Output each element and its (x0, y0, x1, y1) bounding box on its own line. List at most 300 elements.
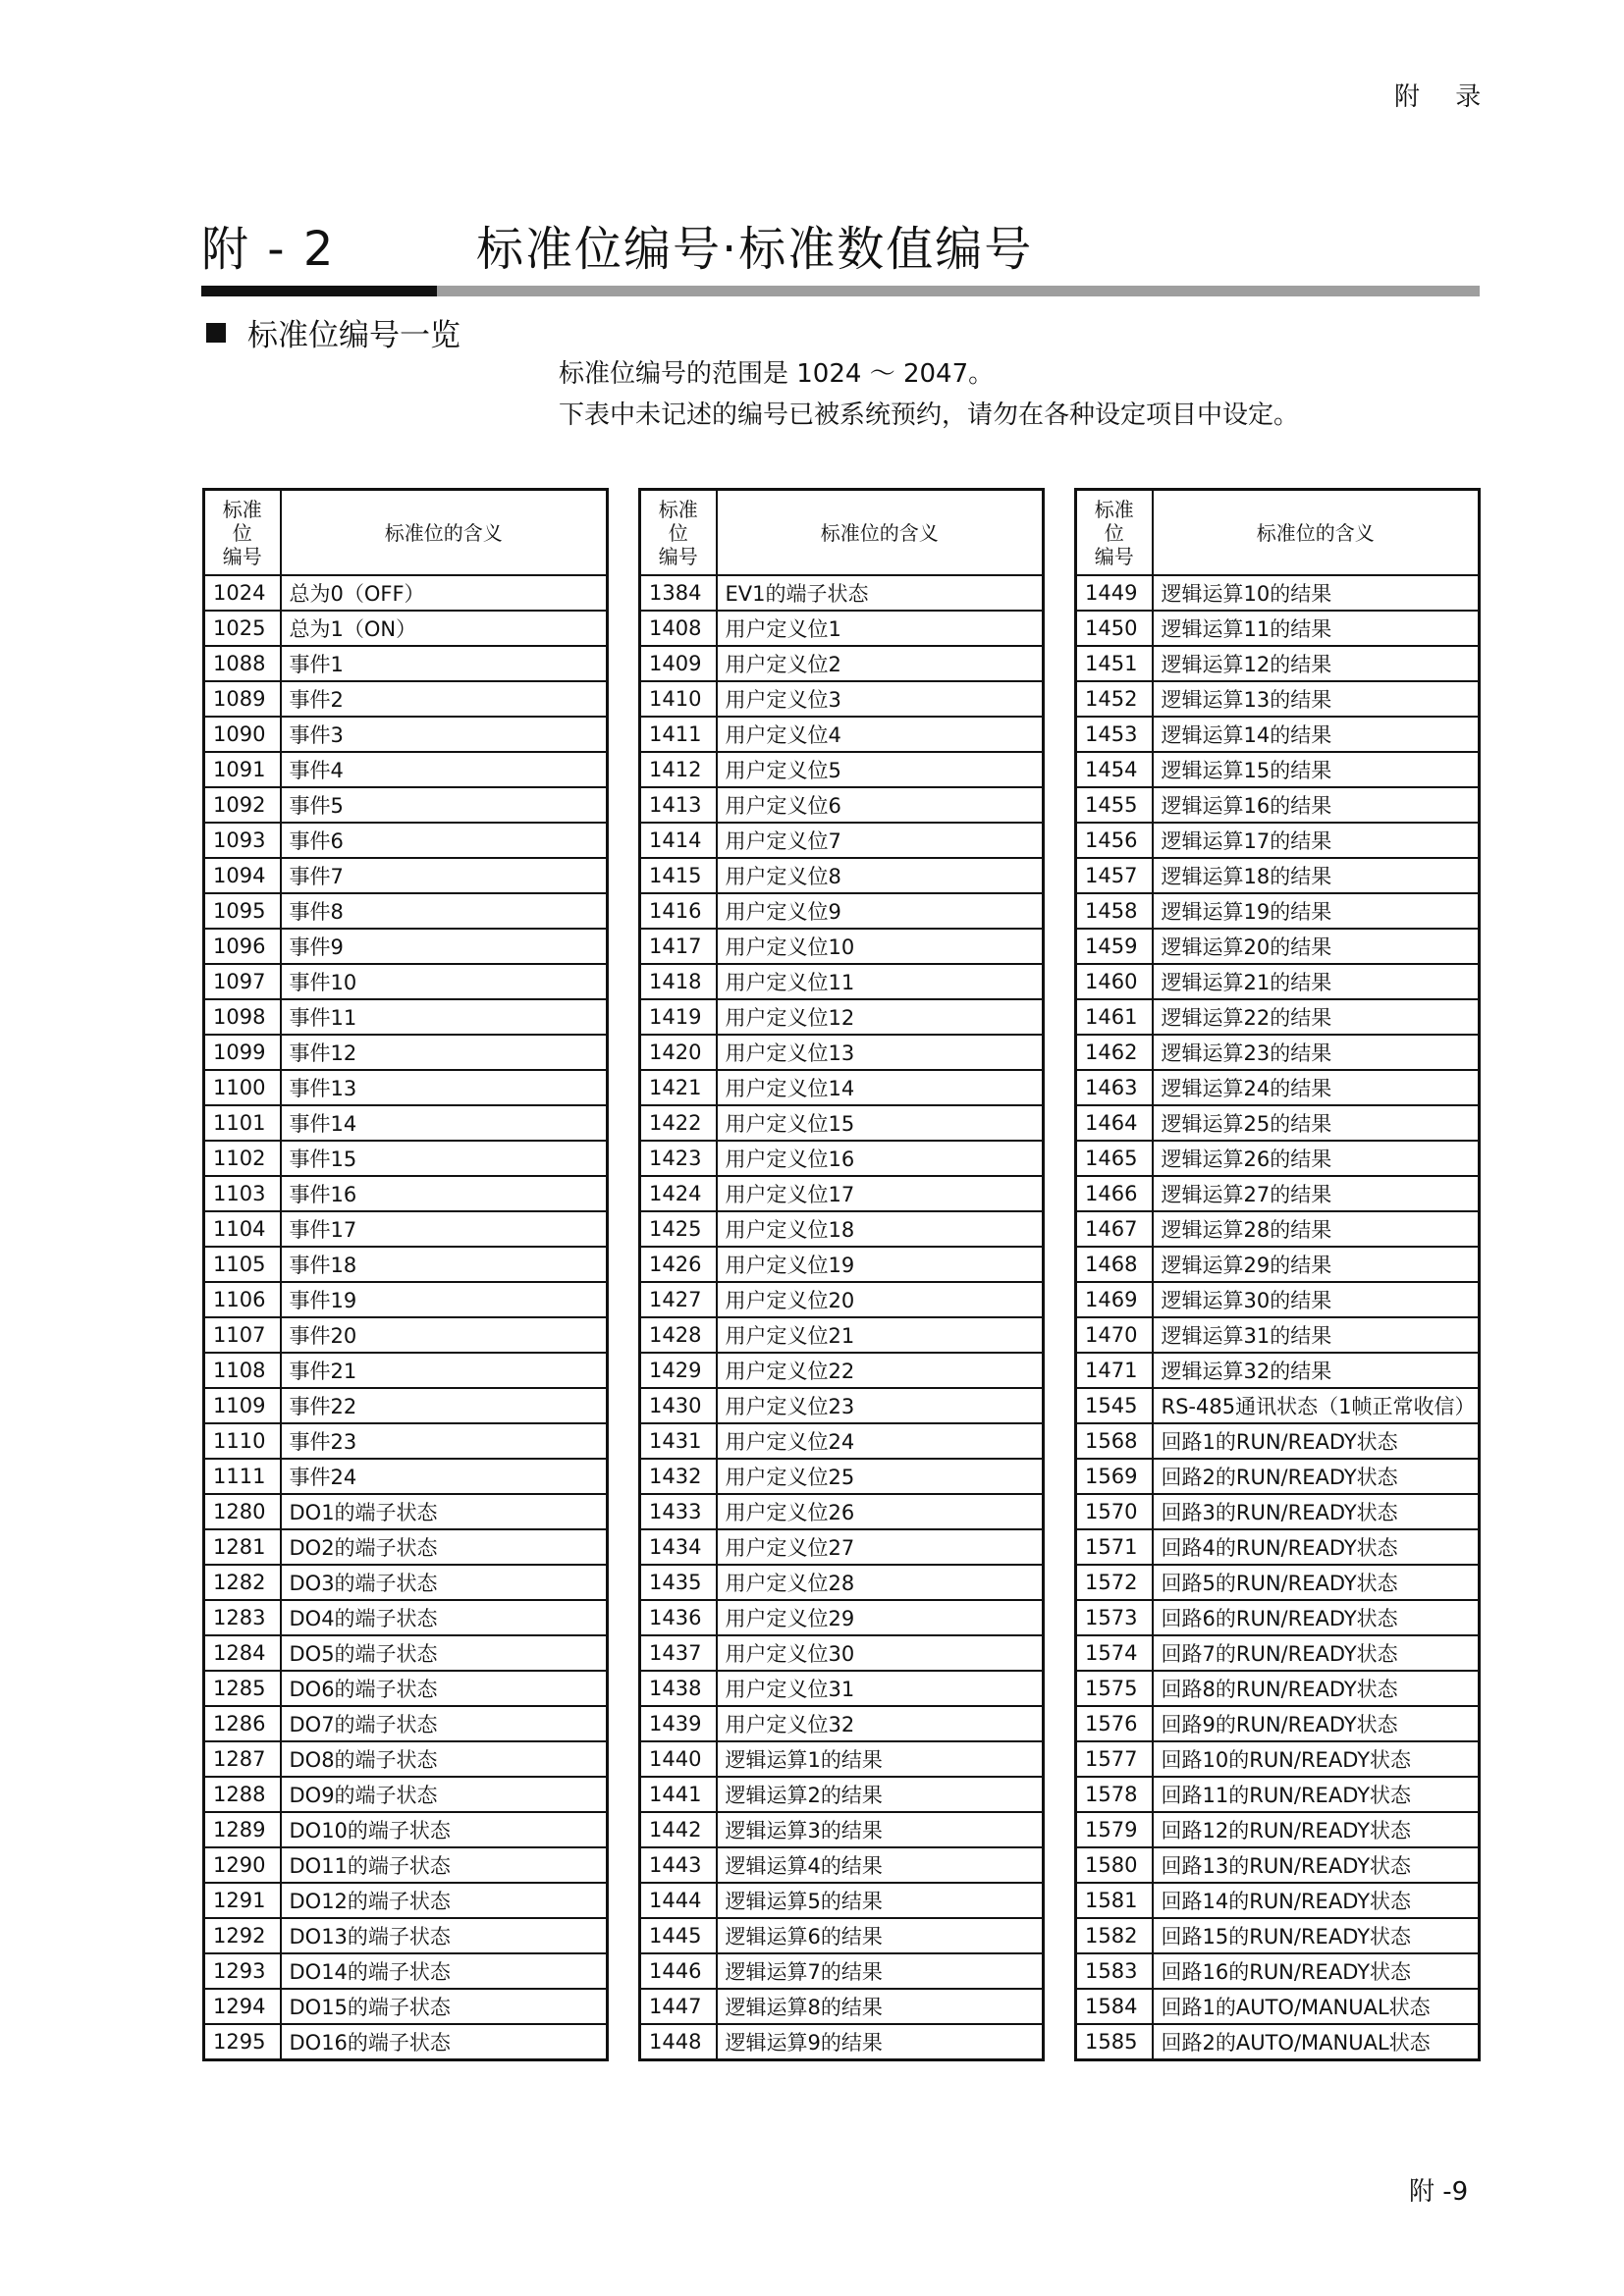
bit-meaning-cell: 逻辑运算31的结果 (1153, 1317, 1480, 1353)
bit-number-cell: 1442 (640, 1812, 717, 1847)
table-row (204, 1671, 608, 1706)
bit-number-cell: 1283 (204, 1600, 281, 1635)
bit-meaning-cell: DO11的端子状态 (281, 1847, 608, 1883)
table-row (1076, 1105, 1480, 1141)
bit-meaning-cell: 回路12的RUN/READY状态 (1153, 1812, 1480, 1847)
table-row (640, 1459, 1044, 1494)
bit-meaning-cell: 回路13的RUN/READY状态 (1153, 1847, 1480, 1883)
table-row (640, 929, 1044, 964)
table-row (1076, 1565, 1480, 1600)
table-row (1076, 1883, 1480, 1918)
bit-meaning-cell: 用户定义位20 (717, 1282, 1044, 1317)
bit-meaning-cell: 事件24 (281, 1459, 608, 1494)
bit-meaning-cell: 用户定义位16 (717, 1141, 1044, 1176)
bit-number-cell: 1459 (1076, 929, 1153, 964)
page-title: 标准位编号·标准数值编号 (476, 222, 1034, 277)
table-row (1076, 717, 1480, 752)
bit-number-cell: 1111 (204, 1459, 281, 1494)
bit-meaning-cell: 用户定义位27 (717, 1529, 1044, 1565)
bit-meaning-cell: 事件8 (281, 893, 608, 929)
table-row (640, 964, 1044, 999)
bit-number-cell: 1432 (640, 1459, 717, 1494)
bit-number-cell: 1438 (640, 1671, 717, 1706)
table-row (1076, 1388, 1480, 1423)
bit-number-cell: 1430 (640, 1388, 717, 1423)
table-row (204, 1423, 608, 1459)
bit-meaning-cell: 回路6的RUN/READY状态 (1153, 1600, 1480, 1635)
table-row (204, 787, 608, 823)
bit-number-cell: 1094 (204, 858, 281, 893)
bit-number-cell: 1293 (204, 1953, 281, 1989)
bit-number-cell: 1093 (204, 823, 281, 858)
bit-meaning-cell: 回路8的RUN/READY状态 (1153, 1671, 1480, 1706)
bit-number-cell: 1447 (640, 1989, 717, 2024)
bit-number-cell: 1409 (640, 646, 717, 681)
bit-number-cell: 1470 (1076, 1317, 1153, 1353)
table-row (204, 893, 608, 929)
table-row (640, 1176, 1044, 1211)
bit-number-cell: 1422 (640, 1105, 717, 1141)
bit-meaning-cell: 逻辑运算10的结果 (1153, 575, 1480, 611)
bit-table-3 (1074, 488, 1481, 2061)
table-row (204, 1953, 608, 1989)
bit-meaning-cell: 回路1的RUN/READY状态 (1153, 1423, 1480, 1459)
bit-meaning-cell: DO14的端子状态 (281, 1953, 608, 1989)
table-row (640, 1282, 1044, 1317)
table-row (204, 1247, 608, 1282)
bit-number-cell: 1106 (204, 1282, 281, 1317)
intro-text (559, 353, 1299, 436)
header-bit-number: 标准 位 编号 (640, 490, 717, 576)
table-row (640, 823, 1044, 858)
bit-meaning-cell: 事件16 (281, 1176, 608, 1211)
table-row (204, 1741, 608, 1777)
bit-meaning-cell: 总为1（ON） (281, 611, 608, 646)
table-row (204, 858, 608, 893)
bit-number-cell: 1577 (1076, 1741, 1153, 1777)
bit-number-cell: 1457 (1076, 858, 1153, 893)
bit-meaning-cell: 用户定义位2 (717, 646, 1044, 681)
bit-meaning-cell: 回路16的RUN/READY状态 (1153, 1953, 1480, 1989)
bit-meaning-cell: 用户定义位32 (717, 1706, 1044, 1741)
bit-number-cell: 1281 (204, 1529, 281, 1565)
bit-meaning-cell: DO1的端子状态 (281, 1494, 608, 1529)
page-title-block (201, 211, 1480, 296)
bit-number-cell: 1444 (640, 1883, 717, 1918)
bit-number-cell: 1421 (640, 1070, 717, 1105)
table-row (1076, 646, 1480, 681)
intro-line-2: 下表中未记述的编号已被系统预约，请勿在各种设定项目中设定。 (559, 400, 1300, 430)
bit-meaning-cell: 用户定义位21 (717, 1317, 1044, 1353)
bit-meaning-cell: 用户定义位12 (717, 999, 1044, 1035)
bit-meaning-cell: 用户定义位13 (717, 1035, 1044, 1070)
bit-meaning-cell: DO15的端子状态 (281, 1989, 608, 2024)
bit-number-cell: 1110 (204, 1423, 281, 1459)
bit-number-cell: 1440 (640, 1741, 717, 1777)
intro-line-1: 标准位编号的范围是 1024 ～ 2047。 (559, 359, 995, 389)
bit-meaning-cell: 逻辑运算2的结果 (717, 1777, 1044, 1812)
table-row (1076, 964, 1480, 999)
bit-meaning-cell: 用户定义位22 (717, 1353, 1044, 1388)
bit-number-cell: 1467 (1076, 1211, 1153, 1247)
bit-meaning-cell: 事件7 (281, 858, 608, 893)
bit-meaning-cell: 逻辑运算1的结果 (717, 1741, 1044, 1777)
bit-meaning-cell: 逻辑运算18的结果 (1153, 858, 1480, 893)
table-row (640, 1317, 1044, 1353)
bit-number-cell: 1446 (640, 1953, 717, 1989)
bit-meaning-cell: DO13的端子状态 (281, 1918, 608, 1953)
bit-meaning-cell: 逻辑运算13的结果 (1153, 681, 1480, 717)
bit-meaning-cell: 用户定义位3 (717, 681, 1044, 717)
bit-number-cell: 1576 (1076, 1706, 1153, 1741)
bit-number-cell: 1427 (640, 1282, 717, 1317)
table-row (204, 999, 608, 1035)
bit-number-cell: 1097 (204, 964, 281, 999)
bit-meaning-cell: 回路14的RUN/READY状态 (1153, 1883, 1480, 1918)
bit-number-cell: 1449 (1076, 575, 1153, 611)
table-row (204, 646, 608, 681)
table-row (1076, 1211, 1480, 1247)
bit-number-cell: 1582 (1076, 1918, 1153, 1953)
bit-number-cell: 1584 (1076, 1989, 1153, 2024)
table-row (1076, 1247, 1480, 1282)
bit-number-cell: 1282 (204, 1565, 281, 1600)
header-bit-meaning: 标准位的含义 (717, 490, 1044, 576)
table-row (640, 1353, 1044, 1388)
bit-number-cell: 1103 (204, 1176, 281, 1211)
table-row (204, 1847, 608, 1883)
bit-number-cell: 1468 (1076, 1247, 1153, 1282)
bit-meaning-cell: 用户定义位17 (717, 1176, 1044, 1211)
bit-number-cell: 1434 (640, 1529, 717, 1565)
bit-number-cell: 1429 (640, 1353, 717, 1388)
table-row (1076, 1353, 1480, 1388)
bit-meaning-cell: 用户定义位14 (717, 1070, 1044, 1105)
table-row (640, 1812, 1044, 1847)
bit-number-cell: 1414 (640, 823, 717, 858)
bit-meaning-cell: 逻辑运算3的结果 (717, 1812, 1044, 1847)
section-heading (206, 310, 460, 354)
bit-number-cell: 1453 (1076, 717, 1153, 752)
table-row (1076, 1847, 1480, 1883)
bit-number-cell: 1578 (1076, 1777, 1153, 1812)
bit-number-cell: 1415 (640, 858, 717, 893)
table-row (640, 1494, 1044, 1529)
table-row (640, 681, 1044, 717)
table-row (204, 1918, 608, 1953)
bit-number-cell: 1285 (204, 1671, 281, 1706)
bit-meaning-cell: 事件2 (281, 681, 608, 717)
bit-number-cell: 1100 (204, 1070, 281, 1105)
bit-number-cell: 1574 (1076, 1635, 1153, 1671)
table-row (640, 1883, 1044, 1918)
bit-number-cell: 1410 (640, 681, 717, 717)
bit-number-cell: 1092 (204, 787, 281, 823)
bit-number-cell: 1569 (1076, 1459, 1153, 1494)
bit-meaning-cell: DO3的端子状态 (281, 1565, 608, 1600)
table-row (204, 1070, 608, 1105)
bit-meaning-cell: 事件21 (281, 1353, 608, 1388)
bit-meaning-cell: 用户定义位6 (717, 787, 1044, 823)
bit-number-cell: 1445 (640, 1918, 717, 1953)
bit-meaning-cell: DO8的端子状态 (281, 1741, 608, 1777)
table-row (204, 681, 608, 717)
bit-meaning-cell: DO7的端子状态 (281, 1706, 608, 1741)
bit-meaning-cell: 用户定义位1 (717, 611, 1044, 646)
bit-meaning-cell: DO9的端子状态 (281, 1777, 608, 1812)
bit-number-cell: 1091 (204, 752, 281, 787)
table-row (640, 1423, 1044, 1459)
table-row (204, 1388, 608, 1423)
bit-meaning-cell: 事件18 (281, 1247, 608, 1282)
table-row (640, 893, 1044, 929)
bit-meaning-cell: 逻辑运算20的结果 (1153, 929, 1480, 964)
bit-meaning-cell: 用户定义位15 (717, 1105, 1044, 1141)
bit-number-cell: 1290 (204, 1847, 281, 1883)
bit-meaning-cell: 事件12 (281, 1035, 608, 1070)
table-row (640, 1035, 1044, 1070)
bit-number-cell: 1469 (1076, 1282, 1153, 1317)
table-row (1076, 575, 1480, 611)
table-row (1076, 1459, 1480, 1494)
bit-meaning-cell: 事件6 (281, 823, 608, 858)
bit-number-cell: 1101 (204, 1105, 281, 1141)
bit-meaning-cell: 事件15 (281, 1141, 608, 1176)
table-row (204, 1141, 608, 1176)
table-row (1076, 1282, 1480, 1317)
bit-number-cell: 1105 (204, 1247, 281, 1282)
table-row (1076, 1989, 1480, 2024)
table-row (204, 1565, 608, 1600)
bit-number-cell: 1411 (640, 717, 717, 752)
bit-number-cell: 1581 (1076, 1883, 1153, 1918)
bit-meaning-cell: 用户定义位10 (717, 929, 1044, 964)
table-row (1076, 999, 1480, 1035)
bit-number-cell: 1413 (640, 787, 717, 823)
bit-meaning-cell: DO5的端子状态 (281, 1635, 608, 1671)
bit-meaning-cell: 逻辑运算19的结果 (1153, 893, 1480, 929)
bit-meaning-cell: 用户定义位23 (717, 1388, 1044, 1423)
table-row (204, 929, 608, 964)
bit-meaning-cell: 逻辑运算22的结果 (1153, 999, 1480, 1035)
table-row (640, 1247, 1044, 1282)
table-row (204, 1211, 608, 1247)
bit-meaning-cell: 逻辑运算15的结果 (1153, 752, 1480, 787)
bit-number-cell: 1458 (1076, 893, 1153, 929)
bit-meaning-cell: 逻辑运算7的结果 (717, 1953, 1044, 1989)
bit-meaning-cell: 用户定义位25 (717, 1459, 1044, 1494)
bit-meaning-cell: 用户定义位26 (717, 1494, 1044, 1529)
bit-number-cell: 1408 (640, 611, 717, 646)
bit-number-cell: 1573 (1076, 1600, 1153, 1635)
bit-meaning-cell: 用户定义位19 (717, 1247, 1044, 1282)
table-row (1076, 1423, 1480, 1459)
table-row (640, 1529, 1044, 1565)
bit-number-cell: 1460 (1076, 964, 1153, 999)
bit-meaning-cell: 逻辑运算9的结果 (717, 2024, 1044, 2060)
bit-meaning-cell: 逻辑运算17的结果 (1153, 823, 1480, 858)
bit-number-cell: 1099 (204, 1035, 281, 1070)
bit-number-cell: 1294 (204, 1989, 281, 2024)
bit-number-cell: 1571 (1076, 1529, 1153, 1565)
bit-number-cell: 1464 (1076, 1105, 1153, 1141)
table-row (1076, 1176, 1480, 1211)
bit-meaning-cell: 总为0（OFF） (281, 575, 608, 611)
table-row (204, 1105, 608, 1141)
bit-meaning-cell: 逻辑运算11的结果 (1153, 611, 1480, 646)
bit-meaning-cell: 逻辑运算12的结果 (1153, 646, 1480, 681)
table-row (640, 646, 1044, 681)
bit-table-1 (202, 488, 609, 2061)
header-bit-number: 标准 位 编号 (204, 490, 281, 576)
table-row (204, 717, 608, 752)
bit-number-cell: 1098 (204, 999, 281, 1035)
bit-meaning-cell: 逻辑运算16的结果 (1153, 787, 1480, 823)
bit-meaning-cell: 用户定义位7 (717, 823, 1044, 858)
bit-number-cell: 1437 (640, 1635, 717, 1671)
bit-meaning-cell: 回路2的RUN/READY状态 (1153, 1459, 1480, 1494)
table-row (204, 1635, 608, 1671)
table-row (640, 1953, 1044, 1989)
bit-number-cell: 1089 (204, 681, 281, 717)
table-row (1076, 823, 1480, 858)
bit-number-tables (202, 488, 1481, 2061)
table-row (1076, 611, 1480, 646)
table-row (640, 611, 1044, 646)
bit-meaning-cell: 回路11的RUN/READY状态 (1153, 1777, 1480, 1812)
bit-meaning-cell: 事件1 (281, 646, 608, 681)
table-row (640, 1706, 1044, 1741)
table-row (640, 1635, 1044, 1671)
bit-number-cell: 1425 (640, 1211, 717, 1247)
bit-number-cell: 1284 (204, 1635, 281, 1671)
bit-meaning-cell: 用户定义位29 (717, 1600, 1044, 1635)
table-row (204, 1777, 608, 1812)
table-row (1076, 1317, 1480, 1353)
page-number: 附 -9 (1409, 2177, 1469, 2207)
table-row (640, 1211, 1044, 1247)
table-row (1076, 1141, 1480, 1176)
table-row (640, 1565, 1044, 1600)
bit-meaning-cell: 逻辑运算21的结果 (1153, 964, 1480, 999)
bit-table-2 (638, 488, 1045, 2061)
bit-number-cell: 1428 (640, 1317, 717, 1353)
table-row (640, 1388, 1044, 1423)
table-row (1076, 893, 1480, 929)
bit-number-cell: 1025 (204, 611, 281, 646)
bit-meaning-cell: 用户定义位28 (717, 1565, 1044, 1600)
bit-number-cell: 1096 (204, 929, 281, 964)
bit-number-cell: 1090 (204, 717, 281, 752)
bit-number-cell: 1456 (1076, 823, 1153, 858)
table-row (640, 1918, 1044, 1953)
bit-meaning-cell: 逻辑运算25的结果 (1153, 1105, 1480, 1141)
header-bit-meaning: 标准位的含义 (281, 490, 608, 576)
bit-meaning-cell: 逻辑运算28的结果 (1153, 1211, 1480, 1247)
table-row (204, 1282, 608, 1317)
bit-meaning-cell: 用户定义位5 (717, 752, 1044, 787)
bit-meaning-cell: 事件20 (281, 1317, 608, 1353)
bit-number-cell: 1417 (640, 929, 717, 964)
table-row (640, 858, 1044, 893)
bit-number-cell: 1280 (204, 1494, 281, 1529)
bit-meaning-cell: 逻辑运算23的结果 (1153, 1035, 1480, 1070)
table-row (640, 2024, 1044, 2060)
table-row (204, 575, 608, 611)
bit-meaning-cell: 用户定义位18 (717, 1211, 1044, 1247)
bit-number-cell: 1431 (640, 1423, 717, 1459)
table-row (1076, 929, 1480, 964)
bit-meaning-cell: 事件10 (281, 964, 608, 999)
table-row (640, 1671, 1044, 1706)
table-row (204, 1883, 608, 1918)
bit-number-cell: 1435 (640, 1565, 717, 1600)
bit-meaning-cell: 用户定义位8 (717, 858, 1044, 893)
bit-number-cell: 1583 (1076, 1953, 1153, 1989)
bit-meaning-cell: 用户定义位9 (717, 893, 1044, 929)
table-row (640, 1777, 1044, 1812)
bit-number-cell: 1441 (640, 1777, 717, 1812)
square-bullet-icon (206, 323, 226, 343)
bit-meaning-cell: DO4的端子状态 (281, 1600, 608, 1635)
table-row (640, 787, 1044, 823)
table-row (204, 1459, 608, 1494)
bit-meaning-cell: 逻辑运算24的结果 (1153, 1070, 1480, 1105)
bit-meaning-cell: DO16的端子状态 (281, 2024, 608, 2060)
bit-number-cell: 1107 (204, 1317, 281, 1353)
bit-number-cell: 1423 (640, 1141, 717, 1176)
bit-number-cell: 1439 (640, 1706, 717, 1741)
table-row (1076, 1635, 1480, 1671)
title-underline (201, 286, 1480, 296)
bit-number-cell: 1384 (640, 575, 717, 611)
bit-meaning-cell: 事件9 (281, 929, 608, 964)
table-row (204, 1176, 608, 1211)
bit-number-cell: 1575 (1076, 1671, 1153, 1706)
bit-number-cell: 1433 (640, 1494, 717, 1529)
table-row (1076, 787, 1480, 823)
table-row (204, 1989, 608, 2024)
table-row (204, 752, 608, 787)
header-bit-number: 标准 位 编号 (1076, 490, 1153, 576)
table-row (640, 1989, 1044, 2024)
bit-meaning-cell: RS-485通讯状态（1帧正常收信） (1153, 1388, 1480, 1423)
table-row (640, 1741, 1044, 1777)
bit-number-cell: 1461 (1076, 999, 1153, 1035)
bit-meaning-cell: 事件17 (281, 1211, 608, 1247)
bit-number-cell: 1448 (640, 2024, 717, 2060)
bit-number-cell: 1109 (204, 1388, 281, 1423)
bit-meaning-cell: 回路1的AUTO/MANUAL状态 (1153, 1989, 1480, 2024)
bit-number-cell: 1104 (204, 1211, 281, 1247)
bit-number-cell: 1289 (204, 1812, 281, 1847)
bit-number-cell: 1452 (1076, 681, 1153, 717)
table-row (1076, 1953, 1480, 1989)
bit-number-cell: 1455 (1076, 787, 1153, 823)
bit-meaning-cell: 逻辑运算4的结果 (717, 1847, 1044, 1883)
bit-meaning-cell: 用户定义位11 (717, 964, 1044, 999)
bit-number-cell: 1580 (1076, 1847, 1153, 1883)
bit-meaning-cell: 回路3的RUN/READY状态 (1153, 1494, 1480, 1529)
bit-meaning-cell: 事件4 (281, 752, 608, 787)
table-row (1076, 1812, 1480, 1847)
table-row (1076, 1529, 1480, 1565)
bit-number-cell: 1102 (204, 1141, 281, 1176)
bit-number-cell: 1570 (1076, 1494, 1153, 1529)
table-row (204, 823, 608, 858)
bit-number-cell: 1545 (1076, 1388, 1153, 1423)
bit-meaning-cell: 回路9的RUN/READY状态 (1153, 1706, 1480, 1741)
